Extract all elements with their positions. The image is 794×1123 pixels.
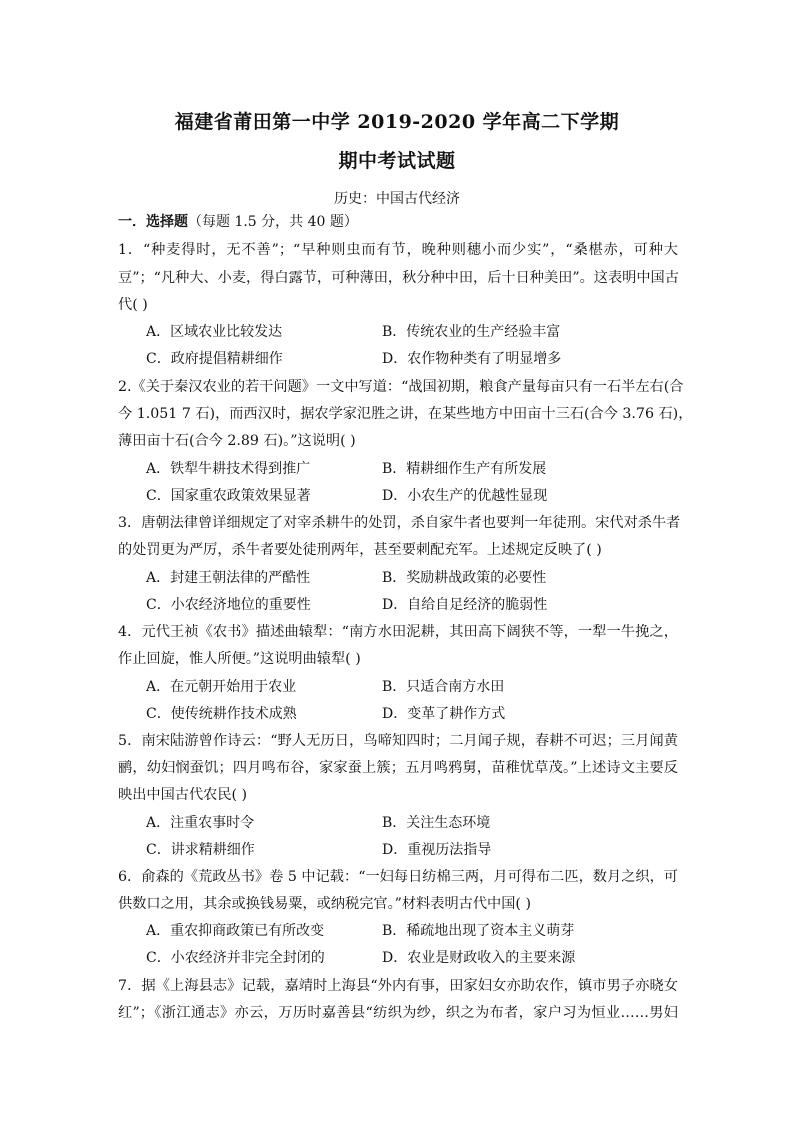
question-5-option-d: D．重视历法指导	[382, 842, 492, 858]
question-3-line-2: 的处罚更为严厉，杀牛者要处徒刑两年，甚至要刺配充军。上述规定反映了( )	[118, 542, 602, 558]
question-4-option-c: C．使传统耕作技术成熟	[146, 706, 297, 722]
question-5-option-a: A．注重农事时令	[146, 815, 255, 831]
question-6-option-b: B．稀疏地出现了资本主义萌芽	[382, 923, 575, 939]
question-4-option-a: A．在元朝开始用于农业	[146, 679, 297, 695]
question-4-option-b: B．只适合南方水田	[382, 679, 505, 695]
question-7-line-1: 7．据《上海县志》记载，嘉靖时上海县“外内有事，田家妇女亦助农作，镇市男子亦晓女	[118, 978, 678, 994]
question-4-line-1: 4．元代王祯《农书》描述曲辕犁：“南方水田泥耕，其田高下阔狭不等，一犁一牛挽之，	[118, 624, 678, 640]
question-6-option-c: C．小农经济并非完全封闭的	[146, 950, 325, 966]
question-1-line-2: 豆”；“凡种大、小麦，得白露节，可种薄田，秋分种中田，后十日种美田”。这表明中国古	[118, 270, 679, 286]
question-6-option-a: A．重农抑商政策已有所改变	[146, 923, 325, 939]
question-7-line-2: 红”；《浙江通志》亦云，万历时嘉善县“纺织为纱，织之为布者，家户习为恒业……男妇	[118, 1005, 678, 1021]
question-2-line-2: 今 1.051 7 石)，而西汉时，据农学家氾胜之讲，在某些地方中田亩十三石(合今 3.76 石)，	[118, 406, 693, 422]
question-6-line-1: 6．俞森的《荒政丛书》卷 5 中记载：“一妇每日纺棉三两，月可得布二匹，数月之织，可	[118, 869, 678, 885]
question-3-line-1: 3．唐朝法律曾详细规定了对宰杀耕牛的处罚，杀自家牛者也要判一年徒刑。宋代对杀牛者	[118, 515, 681, 531]
question-4-option-d: D．变革了耕作方式	[382, 706, 506, 722]
question-2-option-a: A．铁犁牛耕技术得到推广	[146, 461, 311, 477]
question-1-option-b: B．传统农业的生产经验丰富	[382, 324, 561, 340]
question-1-line-3: 代( )	[118, 297, 148, 313]
question-3-option-d: D．自给自足经济的脆弱性	[382, 597, 548, 613]
exam-title-line2: 期中考试试题	[338, 150, 456, 172]
question-5-option-c: C．讲求精耕细作	[146, 842, 255, 858]
question-1-option-a: A．区域农业比较发达	[146, 324, 283, 340]
question-2-option-d: D．小农生产的优越性显现	[382, 488, 548, 504]
question-3-option-b: B．奖励耕战政策的必要性	[382, 570, 547, 586]
exam-subject: 历史：中国古代经济	[334, 191, 460, 207]
question-5-option-b: B．关注生态环境	[382, 815, 491, 831]
question-5-line-1: 5．南宋陆游曾作诗云：“野人无历日，鸟啼知四时；二月闻子规，春耕不可迟；三月闻黄	[118, 733, 678, 749]
section-note: （每题 1.5 分，共 40 题）	[188, 214, 358, 230]
question-4-line-2: 作止回旋，惟人所便。”这说明曲辕犁( )	[118, 651, 361, 667]
question-1-option-c: C．政府提倡精耕细作	[146, 351, 283, 367]
question-1-line-1: 1．“种麦得时，无不善”；“早种则虫而有节，晚种则穗小而少实”，“桑椹赤，可种大	[118, 242, 678, 258]
question-2-line-1: 2.《关于秦汉农业的若干问题》一文中写道：“战国初期，粮食产量每亩只有一石半左右(合	[118, 379, 684, 395]
question-5-line-2: 鹂，幼妇悯蚕饥；四月鸣布谷，家家蚕上簇；五月鸣鸦舅，苗稚忧草茂。”上述诗文主要反	[118, 760, 678, 776]
exam-title-line1: 福建省莆田第一中学 2019-2020 学年高二下学期	[174, 111, 620, 133]
question-5-line-3: 映出中国古代农民( )	[118, 787, 248, 803]
question-6-option-d: D．农业是财政收入的主要来源	[382, 950, 576, 966]
question-1-option-d: D．农作物种类有了明显增多	[382, 351, 562, 367]
section-label: 一．选择题	[118, 214, 188, 230]
question-2-line-3: 薄田亩十石(合今 2.89 石)。”这说明( )	[118, 433, 356, 449]
question-2-option-c: C．国家重农政策效果显著	[146, 488, 311, 504]
question-6-line-2: 供数口之用，其余或换钱易粟，或纳税完官。”材料表明古代中国( )	[118, 896, 531, 912]
question-3-option-a: A．封建王朝法律的严酷性	[146, 570, 311, 586]
section-heading	[118, 211, 358, 231]
question-3-option-c: C．小农经济地位的重要性	[146, 597, 311, 613]
question-2-option-b: B．精耕细作生产有所发展	[382, 461, 547, 477]
